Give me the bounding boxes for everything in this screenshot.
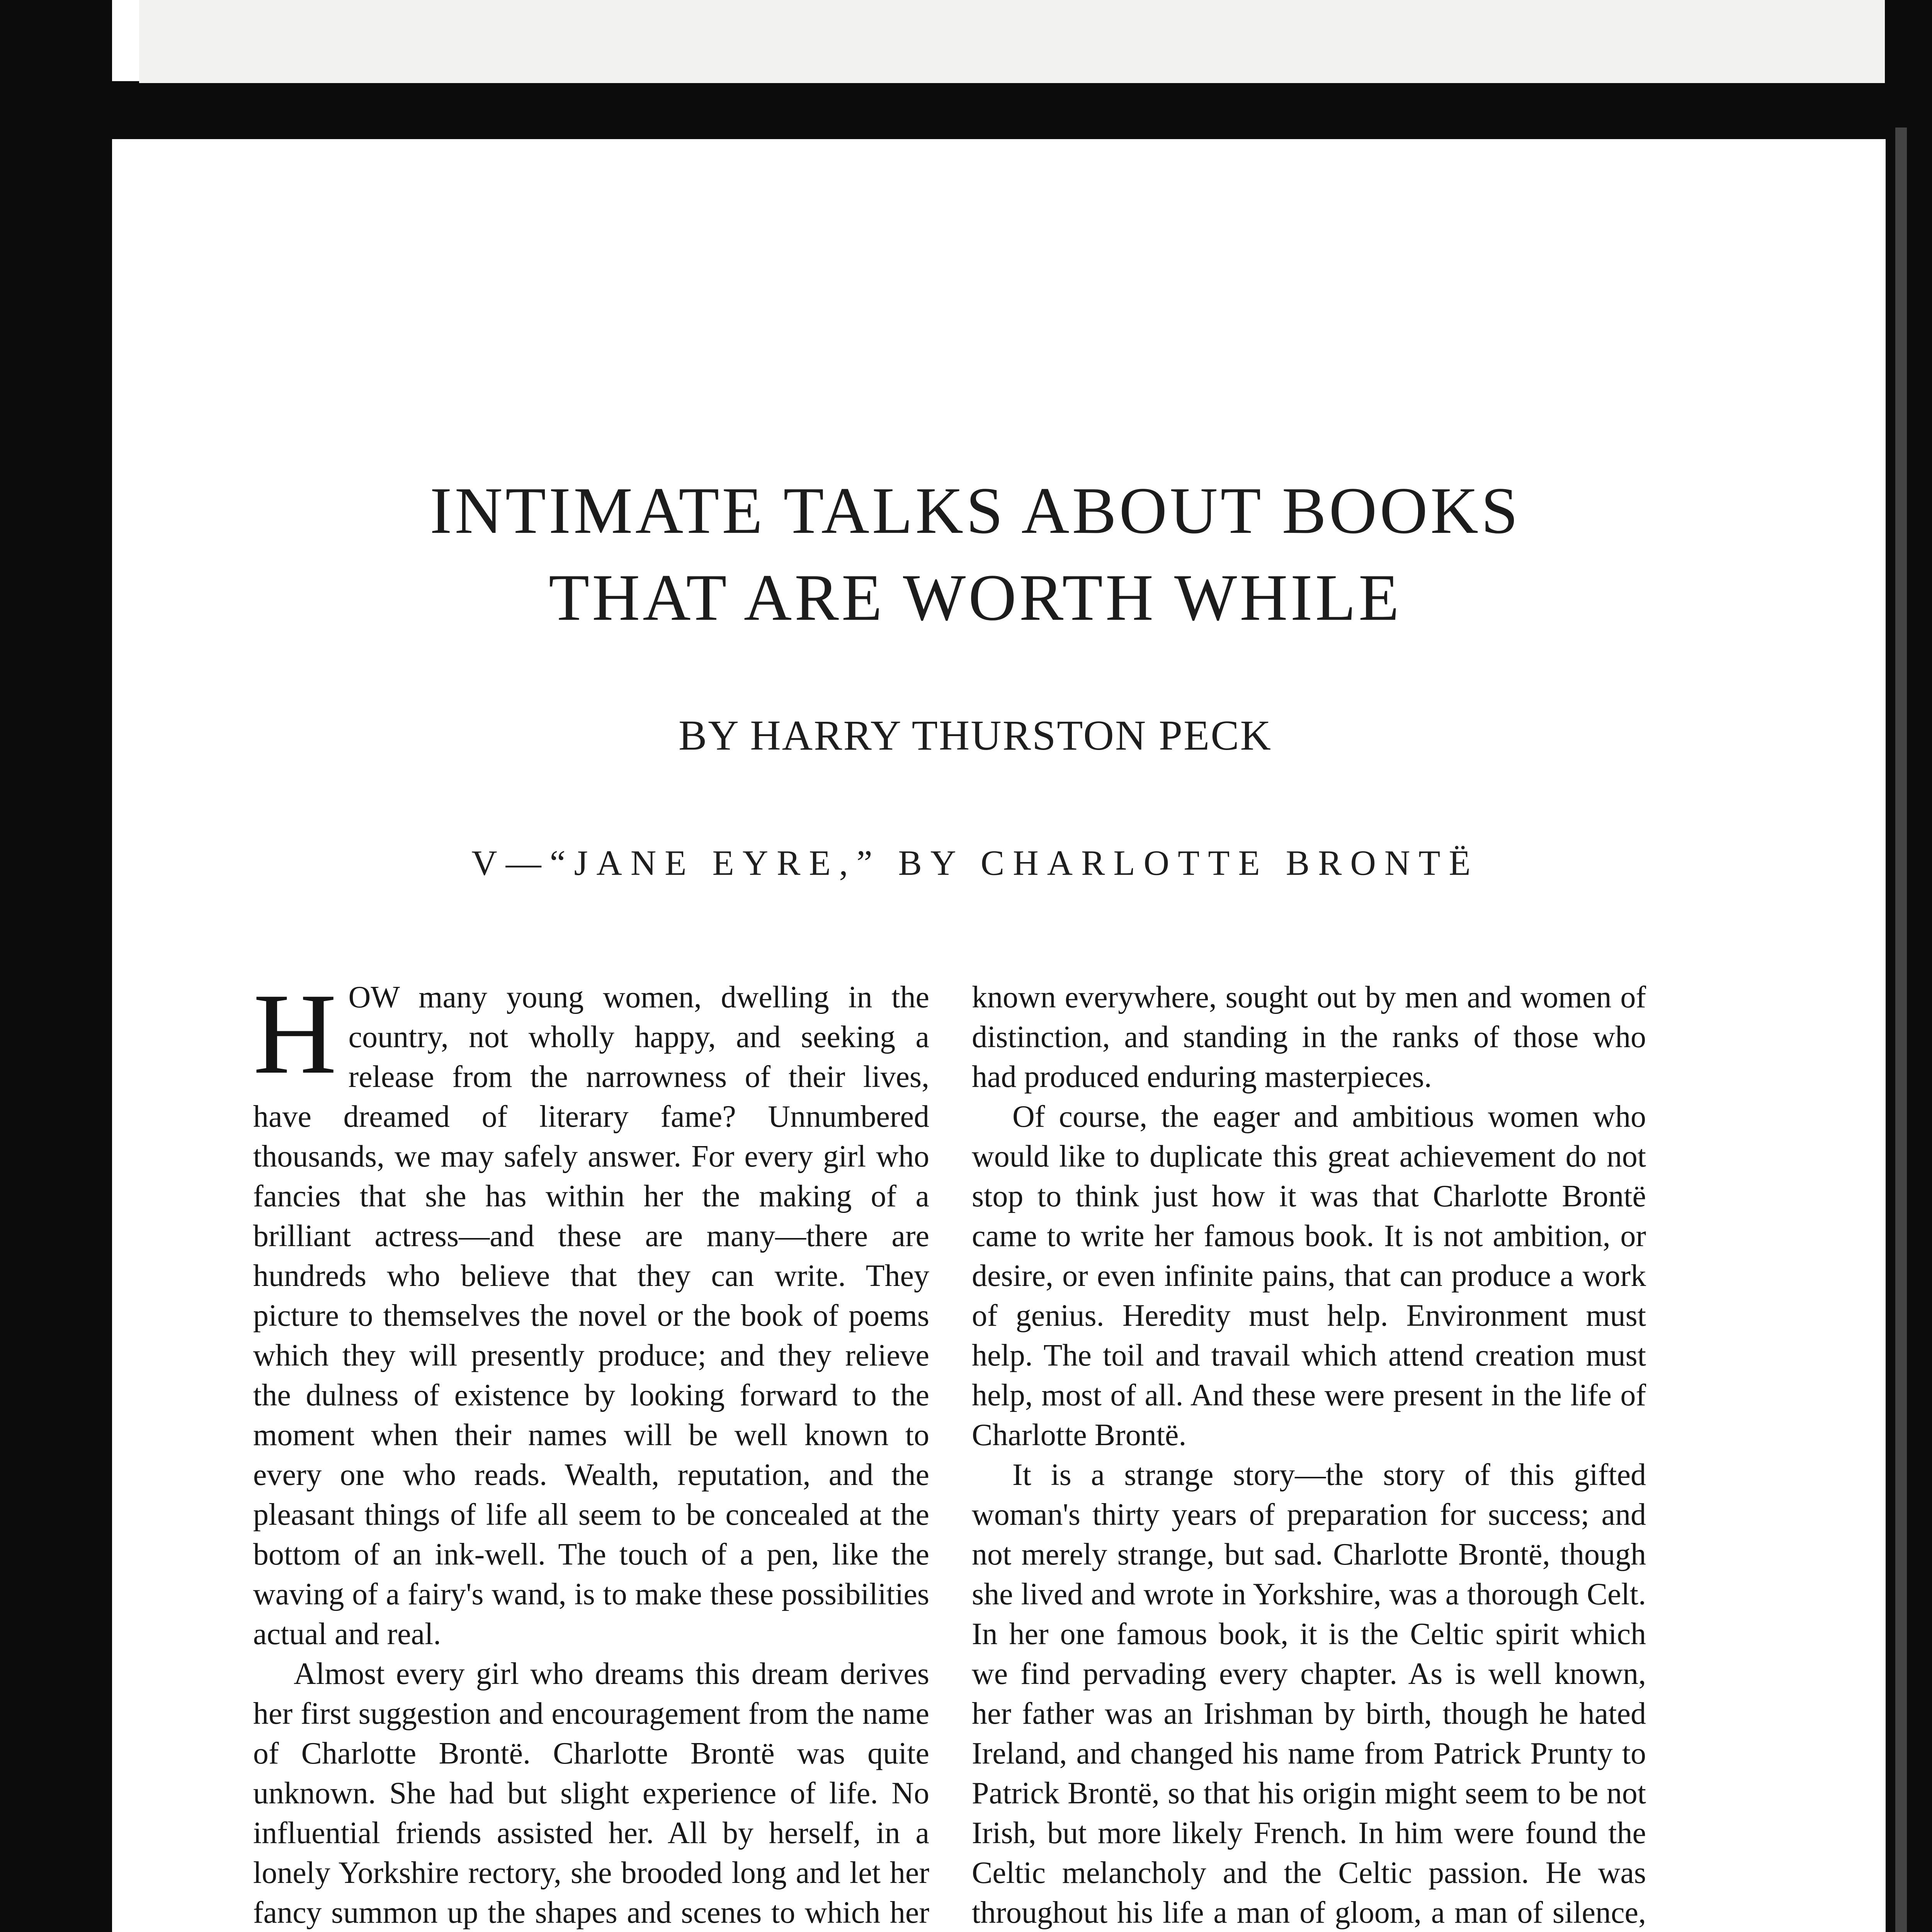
paragraph: Of course, the eager and ambitious women who would like to duplicate this great achievement do not stop to think just how it was that Charlotte Brontë came to write her famous book. It is not ambition, or desire, or even infinite pains, that can produce a work of genius. Heredity must help. Environment must help. The toil and travail which attend creation must help, most of all. And these were present in the life of Charlotte Brontë. (972, 1100, 1646, 1452)
title-line-1: INTIMATE TALKS ABOUT BOOKS (430, 474, 1521, 548)
text-column-right (972, 978, 1646, 1932)
paragraph: known everywhere, sought out by men and women of distinction, and standing in the ranks of those who had produced enduring masterpieces. (972, 980, 1646, 1094)
title-line-2: THAT ARE WORTH WHILE (549, 561, 1402, 634)
scan-border-right (1885, 0, 1932, 1932)
paragraph: Almost every girl who dreams this dream derives her first suggestion and encouragement from the name of Charlotte Brontë. Charlotte Brontë was quite unknown. She had but slight experience of life. No influential friends assisted her. All by herself, in a lonely Yorkshire rectory, she brooded long and let her fancy summon up the shapes and scenes to which her (253, 1657, 929, 1930)
drop-cap: H (253, 969, 337, 1098)
previous-page-edge (139, 0, 1886, 83)
article-title (0, 468, 1932, 641)
paragraph (253, 969, 929, 1654)
article-subtitle: V—“JANE EYRE,” BY CHARLOTTE BRONTË (471, 843, 1479, 883)
author-byline: BY HARRY THURSTON PECK (678, 712, 1272, 759)
scan-border-left (0, 0, 112, 1932)
scan-border-top (0, 81, 1932, 139)
page-binding-edge (1895, 128, 1907, 1932)
text-column-left (253, 969, 929, 1932)
paragraph-text: OW many young women, dwelling in the country, not wholly happy, and seeking a release from the narrowness of their lives, have dreamed of literary fame? Unnumbered thousands, we may safely answer. For every girl who fancies that she has within her the making of a brilliant actress—and these are many—there are hundreds who believe that they can write. They picture to themselves the novel or the book of poems which they will presently produce; and they relieve the dulness of existence by looking forward to the moment when their names will be well known to every one who reads. Wealth, reputation, and the pleasant things of life all seem to be concealed at the bottom of an ink-well. The touch of a pen, like the waving of a fairy's wand, is to make these possibilities actual and real. (253, 980, 929, 1651)
paragraph: It is a strange story—the story of this gifted woman's thirty years of preparation for success; and not merely strange, but sad. Charlotte Brontë, though she lived and wrote in Yorkshire, was a thorough Celt. In her one famous book, it is the Celtic spirit which we find pervading every chapter. As is well known, her father was an Irishman by birth, though he hated Ireland, and changed his name from Patrick Prunty to Patrick Brontë, so that his origin might seem to be not Irish, but more likely French. In him were found the Celtic melancholy and the Celtic passion. He was throughout his life a man of gloom, a man of silence, (972, 1458, 1646, 1930)
